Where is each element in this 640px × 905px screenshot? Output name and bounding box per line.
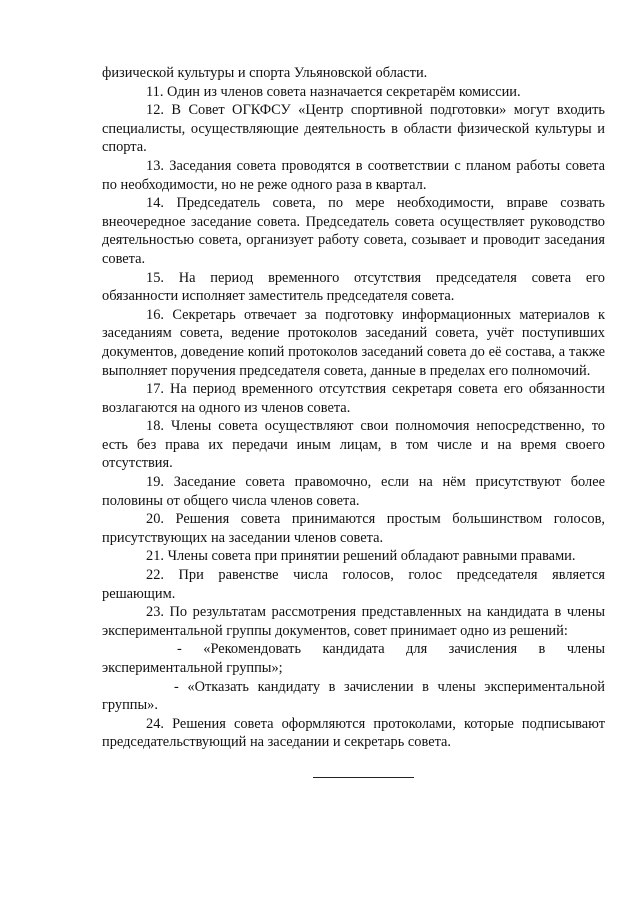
end-divider-line: [313, 777, 414, 778]
paragraph-18: 18. Члены совета осуществляют свои полномочия непосредственно, то есть без права их передачи иным лицам, в том числе и на время своего отсутствия.: [102, 418, 605, 472]
paragraph-19: 19. Заседание совета правомочно, если на нём присутствуют более половины от общего числа членов совета.: [102, 474, 605, 509]
decision-option-recommend: - «Рекомендовать кандидата для зачисления в члены экспериментальной группы»;: [102, 641, 605, 676]
paragraph-12: 12. В Совет ОГКФСУ «Центр спортивной подготовки» могут входить специалисты, осуществляющие деятельность в области физической культуры и спорта.: [102, 102, 605, 156]
paragraph-16: 16. Секретарь отвечает за подготовку информационных материалов к заседаниям совета, ведение протоколов заседаний совета, учёт поступивших документов, доведение копий протоколов заседаний совета до её состава, а также выполняет поручения председателя совета, данные в пределах его полномочий.: [102, 306, 605, 379]
paragraph-13: 13. Заседания совета проводятся в соответствии с планом работы совета по необходимости, но не реже одного раза в квартал.: [102, 157, 605, 193]
paragraph-24: 24. Решения совета оформляются протоколами, которые подписывают председательствующий на заседании и секретарь совета.: [102, 715, 605, 751]
paragraph-11: 11. Один из членов совета назначается секретарём комиссии.: [146, 83, 521, 100]
document-body: [102, 64, 605, 752]
paragraph-14: 14. Председатель совета, по мере необходимости, вправе созвать внеочередное заседание совета. Председатель совета осуществляет руководство деятельностью совета, организует работу совета, созывает и проводит заседания совета.: [102, 195, 605, 267]
paragraph-continuation: физической культуры и спорта Ульяновской области.: [102, 65, 428, 81]
paragraph-15: 15. На период временного отсутствия председателя совета его обязанности исполняет заместитель председателя совета.: [102, 269, 605, 305]
paragraph-23: 23. По результатам рассмотрения представленных на кандидата в члены экспериментальной группы документов, совет принимает одно из решений:: [102, 604, 605, 639]
decision-option-refuse: - «Отказать кандидату в зачислении в члены экспериментальной группы».: [102, 678, 605, 714]
paragraph-20: 20. Решения совета принимаются простым большинством голосов, присутствующих на заседании членов совета.: [102, 511, 605, 546]
paragraph-17: 17. На период временного отсутствия секретаря совета его обязанности возлагаются на одного из членов совета.: [102, 381, 605, 416]
paragraph-22: 22. При равенстве числа голосов, голос председателя является решающим.: [102, 567, 605, 602]
paragraph-21: 21. Члены совета при принятии решений обладают равными правами.: [146, 548, 576, 565]
